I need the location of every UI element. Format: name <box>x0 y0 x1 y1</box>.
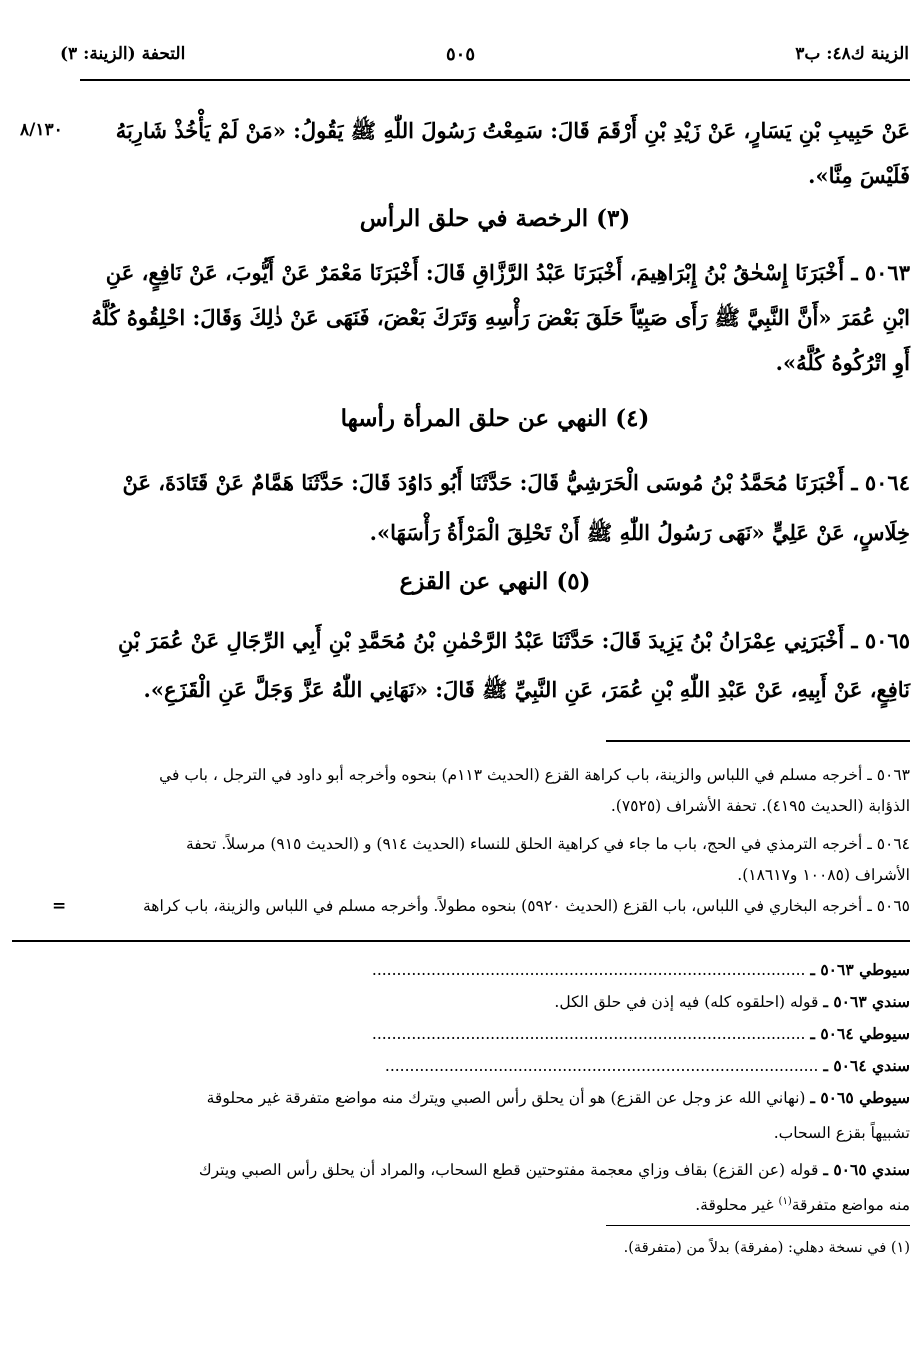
footnote-divider <box>606 740 910 742</box>
hadith-5065-line-2: نَافِعٍ، عَنْ أَبِيهِ، عَنْ عَبْدِ اللّٰهِ بْنِ عُمَرَ، عَنِ النَّبِيِّ ﷺ قَالَ: «نَهَانِي اللّٰهُ عَزَّ وَجَلَّ عَنِ الْقَزَعِ». <box>143 677 910 702</box>
suyuti-5065-text-1: (نهاني الله عز وجل عن القزع) هو أن يحلق رأس الصبي ويترك منه مواضع متفرقة غير محلوقة <box>206 1089 806 1107</box>
footnote-5065-line-1: ٥٠٦٥ ـ أخرجه البخاري في اللباس، باب القزع (الحديث ٥٩٢٠) بنحوه مطولاً. وأخرجه مسلم في اللباس والزينة، باب كراهة <box>143 897 910 915</box>
sindi-5065-text-2b: غير محلوقة. <box>695 1196 774 1215</box>
leader-dots: ........................................................................................ <box>371 961 806 979</box>
note-reference-1: (١) <box>778 1196 792 1207</box>
volume-reference: ٨/١٣٠ <box>20 120 63 140</box>
hadith-5064-line-2: خِلَاسٍ، عَنْ عَلِيٍّ «نَهَى رَسُولُ اللّٰهِ ﷺ أَنْ تَحْلِقَ الْمَرْأَةُ رَأْسَهَا». <box>369 520 910 545</box>
suyuti-5065-line-1 <box>12 1083 910 1113</box>
sindi-5065-line-1 <box>12 1155 910 1185</box>
sindi-5065-text-1: قوله (عن القزع) بقاف وزاي معجمة مفتوحتين قطع السحاب، والمراد أن يحلق رأس الصبي ويترك <box>198 1161 819 1179</box>
chapter-5-heading: (٥) النهي عن القزع <box>399 568 591 595</box>
note-divider <box>606 1225 910 1226</box>
hadith-5064-line-1: ٥٠٦٤ ـ أَخْبَرَنَا مُحَمَّدُ بْنُ مُوسَى الْحَرَشِيُّ قَالَ: حَدَّثَنَا أَبُو دَاوُدَ قَالَ: حَدَّثَنَا هَمَّامٌ عَنْ قَتَادَةَ، عَنْ <box>122 470 910 495</box>
footnote-5064-line-1: ٥٠٦٤ ـ أخرجه الترمذي في الحج، باب ما جاء في كراهية الحلق للنساء (الحديث ٩١٤) و (الحديث ٩١٥) مرسلاً. تحفة <box>186 835 910 853</box>
sindi-5063 <box>12 987 910 1017</box>
suyuti-5065-label: سيوطي ٥٠٦٥ ـ <box>810 1088 910 1107</box>
suyuti-5064-label: سيوطي ٥٠٦٤ ـ <box>810 1024 910 1043</box>
sindi-5065-label: سندي ٥٠٦٥ ـ <box>823 1160 910 1179</box>
running-head-book-chapter: الزينة ك٤٨: ب٣ <box>795 44 909 64</box>
sindi-5064-label: سندي ٥٠٦٤ ـ <box>823 1056 910 1075</box>
sindi-5065-text-2a: منه مواضع متفرقة <box>791 1196 910 1215</box>
sindi-5063-text: قوله (احلقوه كله) فيه إذن في حلق الكل. <box>554 993 819 1011</box>
continuation-mark: = <box>52 896 67 916</box>
leader-dots: ........................................................................................ <box>371 1025 806 1043</box>
running-head-tuhfa-ref: التحفة (الزينة: ٣) <box>60 44 186 64</box>
intro-line-1: عَنْ حَبِيبِ بْنِ يَسَارٍ، عَنْ زَيْدِ بْنِ أَرْقَمَ قَالَ: سَمِعْتُ رَسُولَ اللّٰهِ ﷺ يَقُولُ: «مَنْ لَمْ يَأْخُذْ شَارِبَهُ <box>115 118 910 143</box>
footnote-5063-line-2: الذؤابة (الحديث ٤١٩٥). تحفة الأشراف (٧٥٢٥). <box>610 797 910 815</box>
sindi-5064 <box>12 1051 910 1081</box>
intro-line-2: فَلَيْسَ مِنَّا». <box>808 163 910 188</box>
hadith-5063-line-1: ٥٠٦٣ ـ أَخْبَرَنَا إِسْحٰقُ بْنُ إِبْرَاهِيمَ، أَخْبَرَنَا عَبْدُ الرَّزَّاقِ قَالَ: أَخْبَرَنَا مَعْمَرٌ عَنْ أَيُّوبَ، عَنْ نَافِعٍ، عَنِ <box>105 260 910 285</box>
footnote-5064-line-2: الأشراف (١٠٠٨٥ و١٨٦١٧). <box>737 866 910 884</box>
page-number: ٥٠٥ <box>445 44 475 65</box>
editor-note-1: (١) في نسخة دهلي: (مفرقة) بدلاً من (متفرقة). <box>623 1240 910 1256</box>
suyuti-5065-line-2: تشبيهاً بقزع السحاب. <box>773 1124 910 1142</box>
commentary-divider <box>12 940 910 942</box>
hadith-5063-line-2: ابْنِ عُمَرَ «أَنَّ النَّبِيَّ ﷺ رَأَى صَبِيّاً حَلَقَ بَعْضَ رَأْسِهِ وَتَرَكَ بَعْضَ، فَنَهَى عَنْ ذٰلِكَ وَقَالَ: احْلِقُوهُ كُلَّهُ <box>91 305 910 330</box>
suyuti-5064 <box>12 1019 910 1049</box>
leader-dots: ........................................................................................ <box>384 1057 819 1075</box>
hadith-5065-line-1: ٥٠٦٥ ـ أَخْبَرَنِي عِمْرَانُ بْنُ يَزِيدَ قَالَ: حَدَّثَنَا عَبْدُ الرَّحْمٰنِ بْنُ مُحَمَّدِ بْنِ أَبِي الرِّجَالِ عَنْ عُمَرَ بْنِ <box>117 628 910 653</box>
footnote-5063-line-1: ٥٠٦٣ ـ أخرجه مسلم في اللباس والزينة، باب كراهة القزع (الحديث ١١٣م) بنحوه وأخرجه أبو داود في الترجل ، باب في <box>159 766 910 784</box>
chapter-4-heading: (٤) النهي عن حلق المرأة رأسها <box>340 405 650 432</box>
chapter-3-heading: (٣) الرخصة في حلق الرأس <box>359 205 631 232</box>
sindi-5063-label: سندي ٥٠٦٣ ـ <box>823 992 910 1011</box>
suyuti-5063 <box>12 955 910 985</box>
suyuti-5063-label: سيوطي ٥٠٦٣ ـ <box>810 960 910 979</box>
sindi-5065-line-2 <box>12 1187 910 1220</box>
header-divider <box>80 79 910 81</box>
hadith-5063-line-3: أَوِ اتْرُكُوهُ كُلَّهُ». <box>775 350 910 375</box>
